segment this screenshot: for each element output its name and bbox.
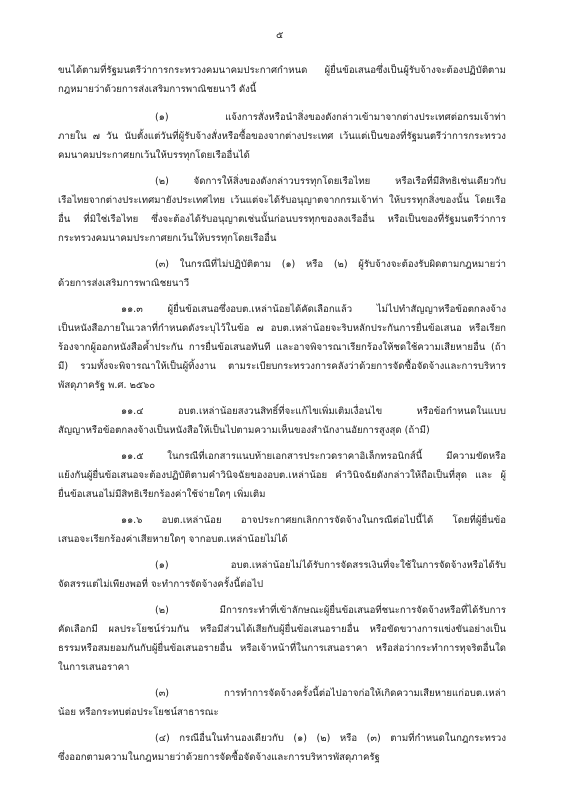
text-line: คมนาคมประกาศยกเว้นให้บรรทุกโดยเรืออื่นได้ bbox=[58, 150, 250, 161]
text-line: พัสดุภาครัฐ พ.ศ. ๒๕๖๐ bbox=[58, 380, 156, 391]
text-line: สัญญาหรือข้อตกลงจ้างเป็นหนังสือให้เป็นไปตามความเห็นของสำนักงานอัยการสูงสุด (ถ้ามี) bbox=[58, 425, 430, 436]
text-line: กระทรวงคมนาคมประกาศยกเว้นให้บรรทุกโดยเรืออื่น bbox=[58, 233, 277, 244]
text-line: ยื่นข้อเสนอไม่มีสิทธิเรียกร้องค่าใช้จ่ายใดๆ เพิ่มเติม bbox=[58, 489, 266, 500]
text-line: (๑) อบต.เหล่าน้อยไม่ได้รับการจัดสรรเงินที่จะใช้ในการจัดจ้างหรือได้รับ bbox=[155, 560, 506, 571]
text-line: มี) รวมทั้งจะพิจารณาให้เป็นผู้ทิ้งงาน ตามระเบียบกระทรวงการคลังว่าด้วยการจัดซื้อจัดจ้างและการบริหาร bbox=[58, 361, 506, 372]
text-line: (๒) จัดการให้สิ่งของดังกล่าวบรรทุกโดยเรือไทย หรือเรือที่มีสิทธิเช่นเดียวกับ bbox=[155, 176, 506, 187]
text-line: ๑๑.๓ ผู้ยื่นข้อเสนอซึ่งอบต.เหล่าน้อยได้คัดเลือกแล้ว ไม่ไปทำสัญญาหรือข้อตกลงจ้าง bbox=[121, 304, 506, 315]
text-line: อื่น ที่มิใช่เรือไทย ซึ่งจะต้องได้รับอนุญาตเช่นนั้นก่อนบรรทุกของลงเรืออื่น หรือเป็นของที่รัฐมนตรีว่าการ bbox=[58, 214, 506, 225]
page-number: ๕ bbox=[276, 30, 284, 41]
text-line: (๔) กรณีอื่นในทำนองเดียวกับ (๑) (๒) หรือ (๓) ตามที่กำหนดในกฎกระทรวง bbox=[155, 733, 506, 744]
text-line: น้อย หรือกระทบต่อประโยชน์สาธารณะ bbox=[58, 707, 219, 718]
text-line: (๒) มีการกระทำที่เข้าลักษณะผู้ยื่นข้อเสนอที่ชนะการจัดจ้างหรือที่ได้รับการ bbox=[155, 605, 506, 616]
text-line: ๑๑.๖ อบต.เหล่าน้อย อาจประกาศยกเลิกการจัดจ้างในกรณีต่อไปนี้ได้ โดยที่ผู้ยื่นข้อ bbox=[121, 515, 506, 526]
text-line: จัดสรรแต่ไม่เพียงพอที่ จะทำการจัดจ้างครั้งนี้ต่อไป bbox=[58, 579, 264, 590]
text-line: (๑) แจ้งการสั่งหรือนำสิ่งของดังกล่าวเข้ามาจากต่างประเทศต่อกรมเจ้าท่า bbox=[155, 112, 506, 123]
text-line: แย้งกันผู้ยื่นข้อเสนอจะต้องปฏิบัติตามคำวินิจฉัยของอบต.เหล่าน้อย คำวินิจฉัยดังกล่าวให้ถือเป็นที่สุด และ ผู้ bbox=[58, 470, 506, 481]
text-line: กฎหมายว่าด้วยการส่งเสริมการพาณิชยนาวี ดังนี้ bbox=[58, 84, 257, 95]
text-line: คัดเลือกมี ผลประโยชน์ร่วมกัน หรือมีส่วนได้เสียกับผู้ยื่นข้อเสนอรายอื่น หรือขัดขวางการแข่งขันอย่างเป็น bbox=[58, 624, 506, 635]
text-line: เสนอจะเรียกร้องค่าเสียหายใดๆ จากอบต.เหล่าน้อยไม่ได้ bbox=[58, 534, 288, 545]
text-line: เป็นหนังสือภายในเวลาที่กำหนดดังระบุไว้ในข้อ ๗ อบต.เหล่าน้อยจะริบหลักประกันการยื่นข้อเสนอ หรือเรียก bbox=[58, 323, 506, 334]
text-line: ภายใน ๗ วัน นับตั้งแต่วันที่ผู้รับจ้างสั่งหรือซื้อของจากต่างประเทศ เว้นแต่เป็นของที่รัฐมนตรีว่าการกระทรวง bbox=[58, 131, 506, 142]
text-line: (๓) การทำการจัดจ้างครั้งนี้ต่อไปอาจก่อให้เกิดความเสียหายแก่อบต.เหล่า bbox=[155, 688, 506, 699]
text-line: (๓) ในกรณีที่ไม่ปฏิบัติตาม (๑) หรือ (๒) ผู้รับจ้างจะต้องรับผิดตามกฎหมายว่า bbox=[155, 259, 506, 270]
text-line: ในการเสนอราคา bbox=[58, 662, 130, 673]
text-line: ร้องจากผู้ออกหนังสือค้ำประกัน การยื่นข้อเสนอทันที และอาจพิจารณาเรียกร้องให้ชดใช้ความเสียหายอื่น (ถ้า bbox=[58, 342, 506, 353]
text-line: ธรรมหรือสมยอมกันกับผู้ยื่นข้อเสนอรายอื่น หรือเจ้าหน้าที่ในการเสนอราคา หรือส่อว่ากระทำการทุจริตอื่นใด bbox=[58, 643, 506, 654]
text-line: ซึ่งออกตามความในกฎหมายว่าด้วยการจัดซื้อจัดจ้างและการบริหารพัสดุภาครัฐ bbox=[58, 752, 380, 763]
text-line: ด้วยการส่งเสริมการพาณิชยนาวี bbox=[58, 278, 190, 289]
text-line: ๑๑.๕ ในกรณีที่เอกสารแนบท้ายเอกสารประกวดราคาอิเล็กทรอนิกส์นี้ มีความขัดหรือ bbox=[121, 451, 506, 462]
text-line: ๑๑.๔ อบต.เหล่าน้อยสงวนสิทธิ์ที่จะแก้ไขเพิ่มเติมเงื่อนไข หรือข้อกำหนดในแบบ bbox=[121, 406, 506, 417]
text-line: เรือไทยจากต่างประเทศมายังประเทศไทย เว้นแต่จะได้รับอนุญาตจากกรมเจ้าท่า ให้บรรทุกสิ่งของนั้น โดยเรือ bbox=[58, 195, 506, 206]
text-line: ขนได้ตามที่รัฐมนตรีว่าการกระทรวงคมนาคมประกาศกำหนด ผู้ยื่นข้อเสนอซึ่งเป็นผู้รับจ้างจะต้องปฏิบัติตาม bbox=[58, 65, 506, 76]
